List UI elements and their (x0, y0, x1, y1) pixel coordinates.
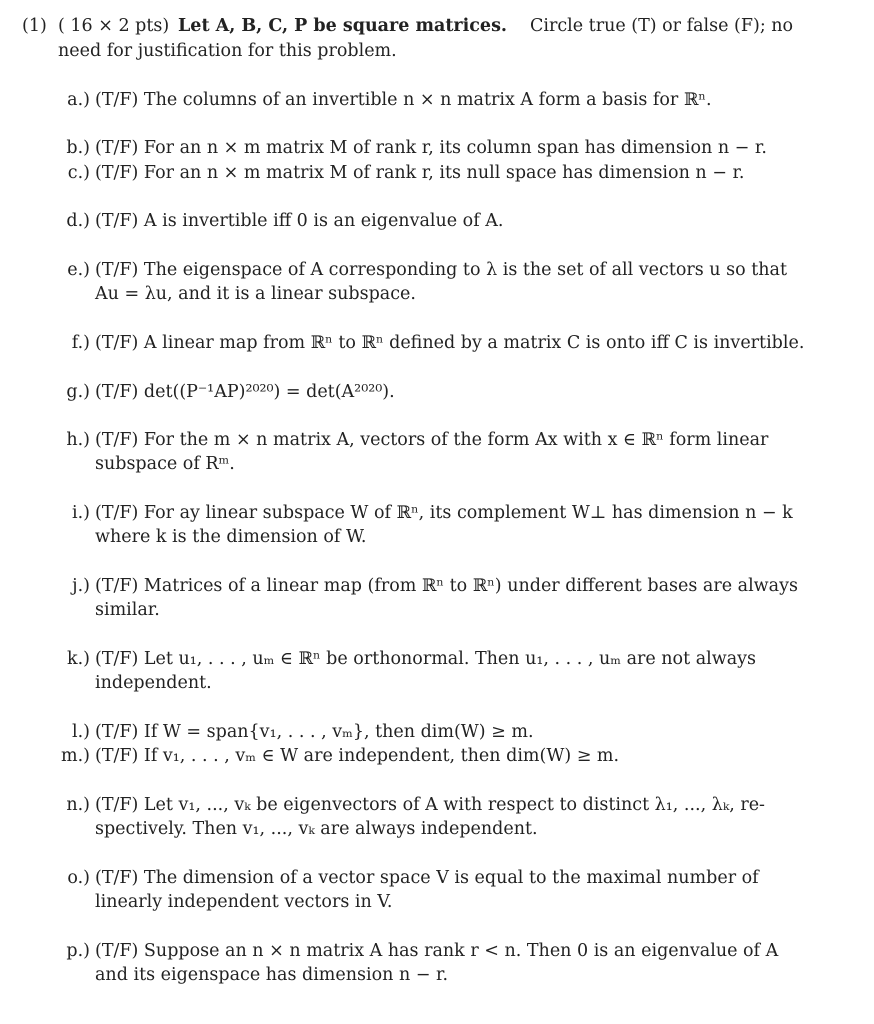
question-label: d.) (66, 211, 90, 231)
question-text-line: (T/F) Let v₁, ..., vₖ be eigenvectors of A with respect to distinct λ₁, ..., λₖ, re- (95, 795, 765, 815)
question-text-line: (T/F) The dimension of a vector space V is equal to the maximal number of (95, 868, 759, 888)
question-text-line: Au = λu, and it is a linear subspace. (95, 284, 416, 304)
question-label: c.) (67, 163, 90, 183)
question-text-line: (T/F) If W = span{v₁, . . . , vₘ}, then dim(W) ≥ m. (95, 722, 534, 742)
question-label: p.) (66, 941, 90, 961)
question-text-line: (T/F) det((P⁻¹AP)²⁰²⁰) = det(A²⁰²⁰). (95, 382, 395, 402)
question-text-line: (T/F) For an n × m matrix M of rank r, its column span has dimension n − r. (95, 138, 767, 158)
question-text-line: (T/F) For ay linear subspace W of ℝⁿ, its complement W⊥ has dimension n − k (95, 503, 793, 523)
question-text-line: (T/F) Let u₁, . . . , uₘ ∈ ℝⁿ be orthonormal. Then u₁, . . . , uₘ are not always (95, 649, 757, 669)
question-text-line: (T/F) Suppose an n × n matrix A has rank r < n. Then 0 is an eigenvalue of A (95, 941, 779, 961)
question-text-line: (T/F) A is invertible iff 0 is an eigenvalue of A. (95, 211, 504, 231)
problem-statement-line2: need for justification for this problem. (58, 41, 397, 61)
question-label: b.) (66, 138, 90, 158)
question-label: g.) (66, 382, 90, 402)
problem-statement-bold: Let A, B, C, P be square matrices. (178, 16, 508, 36)
question-label: m.) (61, 746, 90, 766)
question-text-line: (T/F) If v₁, . . . , vₘ ∈ W are independent, then dim(W) ≥ m. (95, 746, 620, 766)
problem-number: (1) (22, 16, 47, 36)
question-label: h.) (66, 430, 90, 450)
question-label: k.) (67, 649, 90, 669)
question-label: e.) (67, 260, 90, 280)
question-text-line: (T/F) The eigenspace of A corresponding to λ is the set of all vectors u so that (95, 260, 787, 280)
problem-statement-rest: Circle true (T) or false (F); no (530, 16, 794, 36)
question-text-line: where k is the dimension of W. (95, 527, 367, 547)
question-text-line: and its eigenspace has dimension n − r. (95, 965, 449, 985)
question-label: i.) (72, 503, 90, 523)
question-text-line: (T/F) For an n × m matrix M of rank r, its null space has dimension n − r. (95, 163, 745, 183)
question-label: j.) (72, 576, 90, 596)
question-label: f.) (71, 333, 90, 353)
question-label: l.) (72, 722, 90, 742)
question-text-line: (T/F) The columns of an invertible n × n matrix A form a basis for ℝⁿ. (95, 90, 712, 110)
question-text-line: spectively. Then v₁, ..., vₖ are always independent. (95, 819, 538, 839)
question-text-line: independent. (95, 673, 212, 693)
question-text-line: subspace of Rᵐ. (95, 454, 235, 474)
question-text-line: (T/F) For the m × n matrix A, vectors of the form Ax with x ∈ ℝⁿ form linear (95, 430, 769, 450)
question-label: n.) (66, 795, 90, 815)
problem-points: ( 16 × 2 pts) (58, 16, 170, 36)
question-text-line: linearly independent vectors in V. (95, 892, 393, 912)
question-label: a.) (67, 90, 90, 110)
question-text-line: (T/F) A linear map from ℝⁿ to ℝⁿ defined by a matrix C is onto iff C is invertible. (95, 333, 805, 353)
question-text-line: similar. (95, 600, 160, 620)
question-text-line: (T/F) Matrices of a linear map (from ℝⁿ to ℝⁿ) under different bases are always (95, 576, 798, 596)
question-label: o.) (67, 868, 90, 888)
